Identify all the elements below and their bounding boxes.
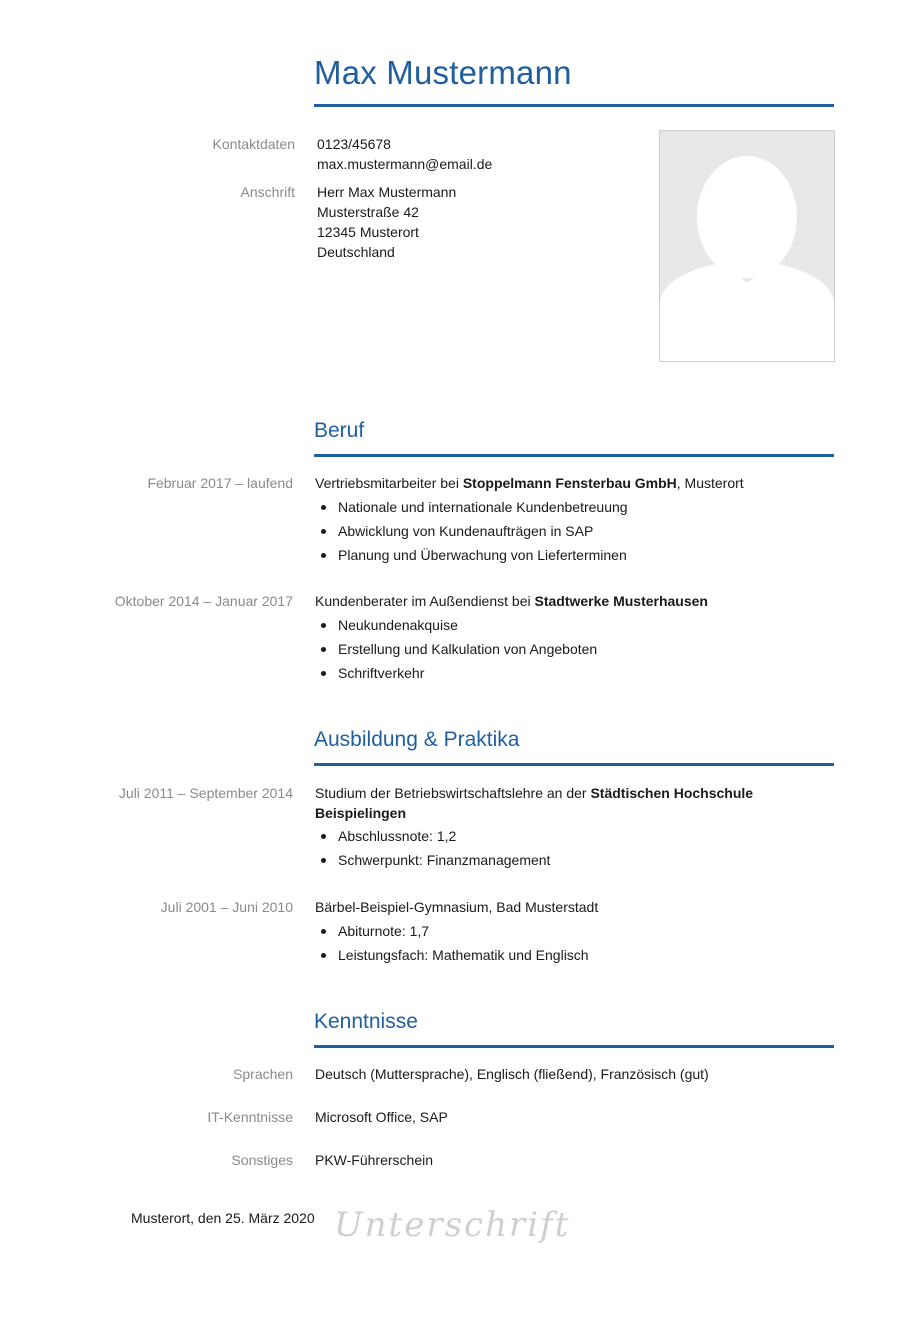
skill-label: Sprachen — [233, 1066, 293, 1082]
list-item: Nationale und internationale Kundenbetreuung — [315, 495, 628, 519]
entry-title: Vertriebsmitarbeiter bei Stoppelmann Fensterbau GmbH, Musterort — [315, 475, 744, 491]
phone-value: 0123/45678 — [317, 136, 391, 152]
list-item: Abiturnote: 1,7 — [315, 919, 589, 943]
email-value: max.mustermann@email.de — [317, 156, 493, 172]
list-item: Planung und Überwachung von Lieferterminen — [315, 543, 628, 567]
entry-title: Bärbel-Beispiel-Gymnasium, Bad Musterstadt — [315, 899, 599, 915]
section-divider — [314, 454, 834, 457]
signature: Unterschrift — [334, 1205, 571, 1245]
section-title-beruf: Beruf — [314, 419, 365, 442]
entry-bullets — [315, 495, 628, 567]
section-title-kenntnisse: Kenntnisse — [314, 1010, 418, 1033]
place-date: Musterort, den 25. März 2020 — [131, 1210, 315, 1226]
entry-date: Oktober 2014 – Januar 2017 — [114, 593, 293, 609]
list-item: Schriftverkehr — [315, 661, 597, 685]
list-item: Schwerpunkt: Finanzmanagement — [315, 848, 550, 872]
address-line: Musterstraße 42 — [317, 204, 419, 220]
entry-bullets — [315, 613, 597, 685]
list-item: Leistungsfach: Mathematik und Englisch — [315, 943, 589, 967]
entry-title: Studium der Betriebswirtschaftslehre an der Städtischen Hochschule Beispielingen — [315, 785, 754, 821]
entry-date: Juli 2011 – September 2014 — [118, 785, 293, 801]
contact-label: Kontaktdaten — [212, 136, 295, 152]
address-line: 12345 Musterort — [317, 224, 419, 240]
entry-title: Kundenberater im Außendienst bei Stadtwerke Musterhausen — [315, 593, 708, 609]
entry-bullets — [315, 919, 589, 967]
skill-value: PKW-Führerschein — [315, 1152, 434, 1168]
section-title-ausbildung: Ausbildung & Praktika — [314, 728, 520, 751]
skill-value: Microsoft Office, SAP — [315, 1109, 448, 1125]
list-item: Erstellung und Kalkulation von Angeboten — [315, 637, 597, 661]
page-title: Max Mustermann — [314, 54, 572, 91]
skill-label: IT-Kenntnisse — [207, 1109, 293, 1125]
list-item: Abschlussnote: 1,2 — [315, 824, 550, 848]
address-line: Deutschland — [317, 244, 395, 260]
entry-date: Juli 2001 – Juni 2010 — [160, 899, 293, 915]
section-divider — [314, 763, 834, 766]
list-item: Abwicklung von Kundenaufträgen in SAP — [315, 519, 628, 543]
title-divider — [314, 104, 834, 107]
section-divider — [314, 1045, 834, 1048]
entry-date: Februar 2017 – laufend — [147, 475, 293, 491]
address-label: Anschrift — [240, 184, 295, 200]
skill-value: Deutsch (Muttersprache), Englisch (fließend), Französisch (gut) — [315, 1066, 709, 1082]
profile-photo — [659, 130, 835, 362]
list-item: Neukundenakquise — [315, 613, 597, 637]
entry-bullets — [315, 824, 550, 872]
address-line: Herr Max Mustermann — [317, 184, 457, 200]
person-placeholder-icon — [660, 131, 834, 361]
skill-label: Sonstiges — [231, 1152, 293, 1168]
